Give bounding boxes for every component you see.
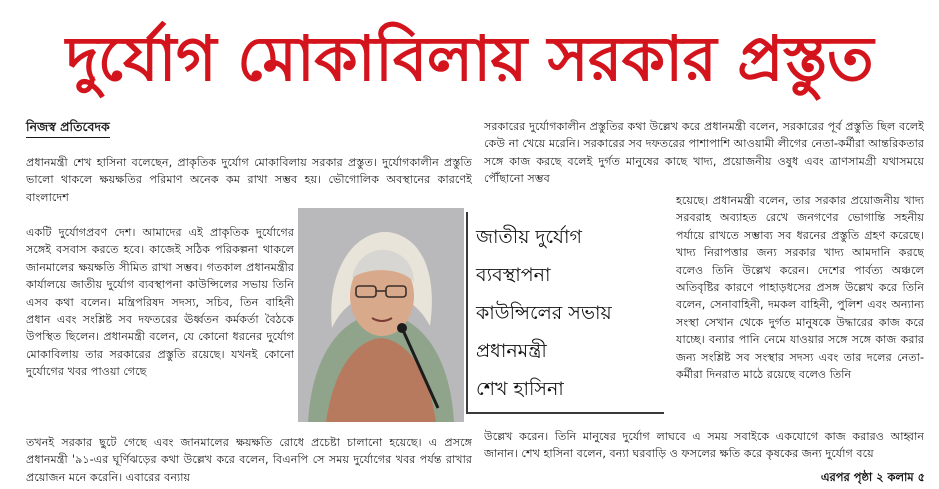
headline: দুর্যোগ মোকাবিলায় সরকার প্রস্তুত [65,22,874,95]
portrait-illustration [298,208,464,422]
body-paragraph-intro: প্রধানমন্ত্রী শেখ হাসিনা বলেছেন, প্রাকৃতিক দুর্যোগ মোকাবিলায় সরকার প্রস্তুত। দুর্যোগকালীন প্রস্তুতি ভালো থাকলে ক্ষয়ক্ষতির পরিমাণ অনেক কম রাখা সম্ভব হয়। ভৌগোলিক অবস্থানের কারণেই বাংলাদেশ [26,156,472,204]
body-column-right: হয়েছে। প্রধানমন্ত্রী বলেন, তার সরকার প্রয়োজনীয় খাদ্য সরবরাহ অব্যাহত রেখে জনগণের ভোগান্তি সহনীয় পর্যায়ে রাখতে সম্ভাব্য সব ধরনের প্রস্তুতি গ্রহণ করেছে। খাদ্য নিরাপত্তার জন্য সরকার খাদ্য আমদানি করছে বলেও তিনি উল্লেখ করেন। দেশের পার্বত্য অঞ্চলে অতিবৃষ্টির কারণে পাহাড়ধসের প্রসঙ্গ উল্লেখ করে তিনি বলেন, সেনাবাহিনী, দমকল বাহিনী, পুলিশ এবং অন্যান্য সংস্থা সেখান থেকে দুর্গত মানুষকে উদ্ধারের কাজ করে যাচ্ছে। বন্যার পানি নেমে যাওয়ার সঙ্গে সঙ্গে কাজ করার জন্য সংশ্লিষ্ট সব সংস্থার সদস্য এবং তার দলের নেতা-কর্মীরা দিনরাত মাঠে রয়েছে বলেও তিনি [676,194,924,382]
pull-quote [476,218,662,408]
body-column-right-bottom: উল্লেখ করেন। তিনি মানুষের দুর্যোগ লাঘবে এ সময় সবাইকে একযোগে কাজ করারও আহ্বান জানান। শেখ হাসিনা বলেন, বন্যা ঘরবাড়ি ও ফসলের ক্ষতি করে কৃষকের জন্য দুর্যোগ বয়ে [484,430,924,461]
body-bottom-paragraph: তখনই সরকার ছুটে গেছে এবং জানমালের ক্ষয়ক্ষতি রোধে প্রচেষ্টা চালানো হয়েছে। এ প্রসঙ্গে প্রধানমন্ত্রী '৯১-এর ঘূর্ণিঝড়ের কথা উল্লেখ করে বলেন, বিএনপি সে সময় দুর্যোগের খবর পর্যন্ত রাখার প্রয়োজন মনে করেনি। এবারের বন্যায় [26,436,472,484]
pull-quote-line: ব্যবস্থাপনা [476,264,551,286]
prime-minister-photo [298,208,464,422]
pull-quote-line: জাতীয় দুর্যোগ [476,226,582,248]
continuation-note: এরপর পৃষ্ঠা ২ কলাম ৫ [820,470,925,484]
pull-quote-line: প্রধানমন্ত্রী [476,340,547,362]
pull-quote-line: কাউন্সিলের সভায় [476,302,612,324]
body-column-right-top: সরকারের দুর্যোগকালীন প্রস্তুতির কথা উল্লেখ করে প্রধানমন্ত্রী বলেন, সরকারের পূর্ব প্রস্তুতি ছিল বলেই কেউ না খেয়ে মরেনি। সরকারের সব দফতরের পাশাপাশি আওয়ামী লীগের নেতা-কর্মীরা আন্তরিকতার সঙ্গে কাজ করছে বলেই দুর্গত মানুষের কাছে খাদ্য, প্রয়োজনীয় ওষুধ এবং ত্রাণসামগ্রী যথাসময়ে পৌঁছানো সম্ভব [484,120,924,186]
byline: নিজস্ব প্রতিবেদক [26,118,110,138]
body-column-left: একটি দুর্যোগপ্রবণ দেশ। আমাদের এই প্রাকৃতিক দুর্যোগের সঙ্গেই বসবাস করতে হবে। কাজেই সঠিক পরিকল্পনা থাকলে জানমালের ক্ষয়ক্ষতি সীমিত রাখা সম্ভব। গতকাল প্রধানমন্ত্রীর কার্যালয়ে জাতীয় দুর্যোগ ব্যবস্থাপনা কাউন্সিলের সভায় তিনি এসব কথা বলেন। মন্ত্রিপরিষদ সদস্য, সচিব, তিন বাহিনী প্রধান এবং সংশ্লিষ্ট সব দফতরের ঊর্ধ্বতন কর্মকর্তা বৈঠকে উপস্থিত ছিলেন। প্রধানমন্ত্রী বলেন, যে কোনো ধরনের দুর্যোগ মোকাবিলায় তার সরকারের প্রস্তুতি রয়েছে। যখনই কোনো দুর্যোগের খবর পাওয়া গেছে [26,226,294,379]
pull-quote-line: শেখ হাসিনা [476,378,564,400]
